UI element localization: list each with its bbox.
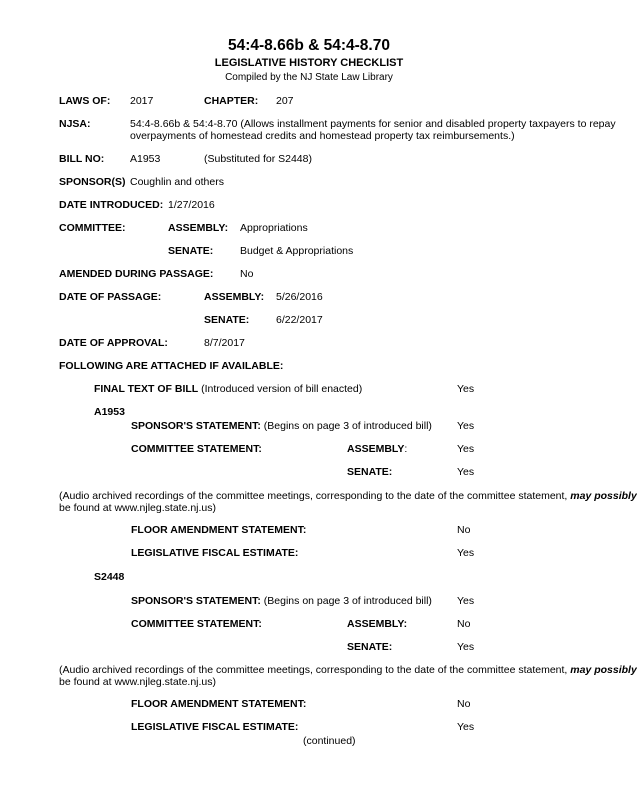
a1953-sponsor-statement-label: SPONSOR'S STATEMENT: — [131, 420, 261, 432]
date-of-passage-label: DATE OF PASSAGE: — [59, 291, 162, 303]
a1953-committee-assembly-label: ASSEMBLY — [347, 443, 405, 455]
a1953-sponsor-statement-value: Yes — [457, 420, 475, 432]
date-introduced-value: 1/27/2016 — [168, 199, 215, 211]
a1953-label: A1953 — [94, 406, 125, 418]
a1953-fiscal-estimate-value: Yes — [457, 547, 475, 559]
bill-no-value: A1953 — [130, 153, 161, 165]
attached-heading: FOLLOWING ARE ATTACHED IF AVAILABLE: — [59, 360, 284, 372]
s2448-committee-assembly-value: No — [457, 618, 471, 630]
s2448-committee-assembly-label: ASSEMBLY: — [347, 618, 408, 630]
final-text-note: (Introduced version of bill enacted) — [201, 383, 363, 395]
date-of-approval-label: DATE OF APPROVAL: — [59, 337, 168, 349]
a1953-committee-assembly-value: Yes — [457, 443, 475, 455]
a1953-audio-note-line2: be found at www.njleg.state.nj.us) — [59, 502, 217, 514]
s2448-label: S2448 — [94, 571, 125, 583]
njsa-label: NJSA: — [59, 118, 91, 130]
njsa-description-line2: overpayments of homestead credits and homestead property tax reimbursements.) — [130, 130, 515, 142]
a1953-committee-senate-value: Yes — [457, 466, 475, 478]
a1953-committee-statement-label: COMMITTEE STATEMENT: — [131, 443, 262, 455]
sponsors-label: SPONSOR(S) — [59, 176, 126, 188]
passage-senate-value: 6/22/2017 — [276, 314, 323, 326]
a1953-fiscal-estimate-label: LEGISLATIVE FISCAL ESTIMATE: — [131, 547, 299, 559]
date-of-approval-value: 8/7/2017 — [204, 337, 245, 349]
s2448-floor-amendment-value: No — [457, 698, 471, 710]
s2448-sponsor-statement-label: SPONSOR'S STATEMENT: — [131, 595, 261, 607]
s2448-fiscal-estimate-label: LEGISLATIVE FISCAL ESTIMATE: — [131, 721, 299, 733]
continued-note: (continued) — [303, 735, 356, 747]
page-subtitle: LEGISLATIVE HISTORY CHECKLIST — [214, 57, 404, 69]
s2448-sponsor-statement-value: Yes — [457, 595, 475, 607]
laws-of-label: LAWS OF: — [59, 95, 111, 107]
passage-assembly-value: 5/26/2016 — [276, 291, 323, 303]
committee-assembly-value: Appropriations — [240, 222, 308, 234]
chapter-value: 207 — [276, 95, 294, 107]
s2448-committee-statement-label: COMMITTEE STATEMENT: — [131, 618, 262, 630]
s2448-audio-note-text: (Audio archived recordings of the committee meetings, corresponding to the date of the committee statement, — [59, 664, 571, 676]
s2448-committee-senate-value: Yes — [457, 641, 475, 653]
amended-value: No — [240, 268, 254, 280]
a1953-audio-note-emphasis: may possibly — [570, 490, 637, 502]
final-text-row — [94, 383, 362, 396]
s2448-floor-amendment-label: FLOOR AMENDMENT STATEMENT: — [131, 698, 307, 710]
a1953-floor-amendment-value: No — [457, 524, 471, 536]
a1953-committee-assembly-row — [347, 443, 407, 456]
amended-label: AMENDED DURING PASSAGE: — [59, 268, 214, 280]
committee-assembly-label: ASSEMBLY: — [168, 222, 229, 234]
bill-no-label: BILL NO: — [59, 153, 105, 165]
date-introduced-label: DATE INTRODUCED: — [59, 199, 164, 211]
committee-senate-label: SENATE: — [168, 245, 214, 257]
final-text-value: Yes — [457, 383, 475, 395]
s2448-audio-note-line2: be found at www.njleg.state.nj.us) — [59, 676, 217, 688]
a1953-sponsor-statement-note: (Begins on page 3 of introduced bill) — [263, 420, 432, 432]
committee-label: COMMITTEE: — [59, 222, 126, 234]
final-text-label: FINAL TEXT OF BILL — [94, 383, 199, 395]
a1953-floor-amendment-label: FLOOR AMENDMENT STATEMENT: — [131, 524, 307, 536]
compiled-by: Compiled by the NJ State Law Library — [225, 72, 393, 83]
s2448-sponsor-statement-row — [131, 595, 432, 608]
njsa-description-line1: 54:4-8.66b & 54:4-8.70 (Allows installment payments for senior and disabled property taxpayers to repay — [130, 118, 616, 130]
chapter-label: CHAPTER: — [204, 95, 259, 107]
a1953-committee-assembly-colon: : — [404, 443, 408, 455]
page-title: 54:4-8.66b & 54:4-8.70 — [228, 37, 390, 54]
bill-no-note: (Substituted for S2448) — [204, 153, 312, 165]
a1953-sponsor-statement-row — [131, 420, 432, 433]
s2448-sponsor-statement-note: (Begins on page 3 of introduced bill) — [263, 595, 432, 607]
sponsors-value: Coughlin and others — [130, 176, 224, 188]
committee-senate-value: Budget & Appropriations — [240, 245, 354, 257]
s2448-audio-note-emphasis: may possibly — [570, 664, 637, 676]
a1953-audio-note-text: (Audio archived recordings of the committee meetings, corresponding to the date of the committee statement, — [59, 490, 571, 502]
laws-of-value: 2017 — [130, 95, 154, 107]
passage-assembly-label: ASSEMBLY: — [204, 291, 265, 303]
a1953-committee-senate-label: SENATE: — [347, 466, 393, 478]
passage-senate-label: SENATE: — [204, 314, 250, 326]
s2448-fiscal-estimate-value: Yes — [457, 721, 475, 733]
s2448-committee-senate-label: SENATE: — [347, 641, 393, 653]
